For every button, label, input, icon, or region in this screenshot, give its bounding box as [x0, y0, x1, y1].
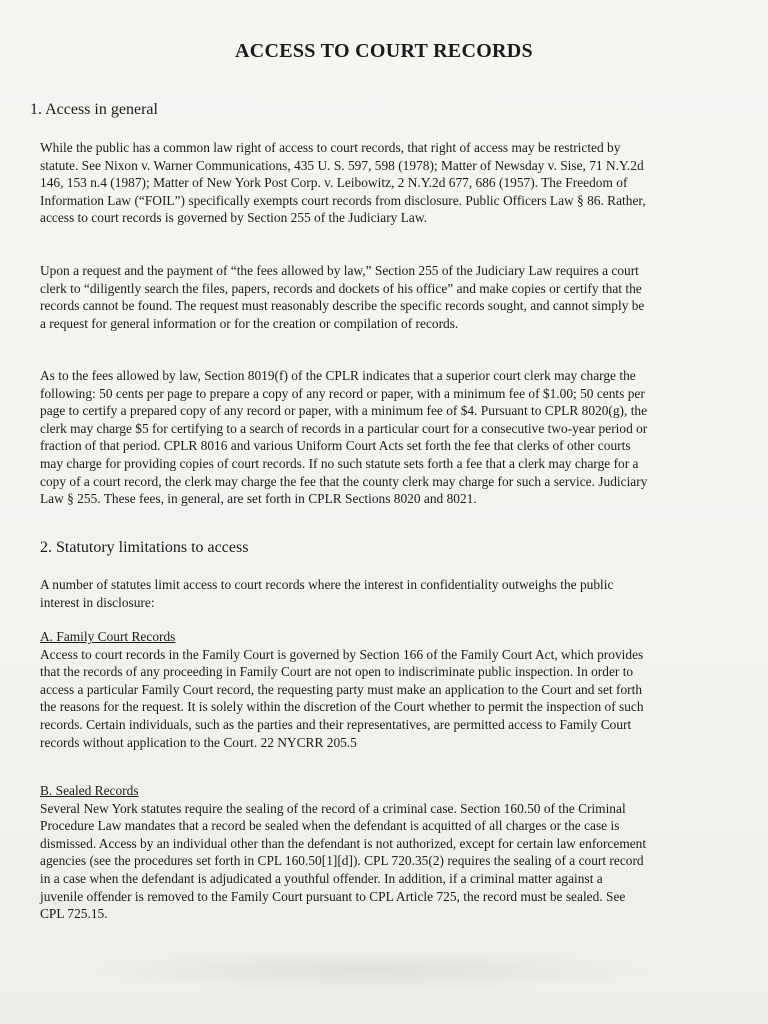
section-1-paragraph-2: Upon a request and the payment of “the fees allowed by law,” Section 255 of the Judiciary Law requires a court clerk to “diligently search the files, papers, records and dockets of his office” and make copies or certify that the records cannot be found. The request must reasonably describe the specific records sought, and cannot simply be a request for general information or for the creation or compilation of records. [40, 263, 645, 331]
family-court-records-block [40, 628, 648, 751]
sealed-records-block [40, 782, 648, 923]
section-2-heading: 2. Statutory limitations to access [40, 539, 249, 556]
section-1-paragraph-3: As to the fees allowed by law, Section 8019(f) of the CPLR indicates that a superior court clerk may charge the following: 50 cents per page to prepare a copy of any record or paper, with a minimum fee of $1.00; 50 cents per page to certify a prepared copy of any record or paper, with a minimum fee of $4. Pursuant to CPLR 8020(g), the clerk may charge $5 for certifying to a search of records in a particular court for a consecutive two-year period or fraction of that period. CPLR 8016 and various Uniform Court Acts set forth the fee that clerks of other courts may charge for providing copies of court records. If no such statute sets forth a fee that a clerk may charge for a copy of a court record, the clerk may charge the fee that the county clerk may charge for such a service. Judiciary Law § 255. These fees, in general, are set forth in CPLR Sections 8020 and 8021. [40, 368, 648, 507]
family-court-records-body: Access to court records in the Family Court is governed by Section 166 of the Family Court Act, which provides that the records of any proceeding in Family Court are not open to indiscriminate public inspection. In order to access a particular Family Court record, the requesting party must make an application to the Court and set forth the reasons for the request. It is solely within the discretion of the Court whether to permit the inspection of such records. Certain individuals, such as the parties and their representatives, are permitted access to Family Court records without application to the Court. 22 NYCRR 205.5 [40, 646, 644, 750]
sealed-records-body: Several New York statutes require the sealing of the record of a criminal case. Section 160.50 of the Criminal Procedure Law mandates that a record be sealed when the defendant is acquitted of all charges or the case is dismissed. Access by an individual other than the defendant is not authorized, except for certain law enforcement agencies (see the procedures set forth in CPL 160.50[1][d]). CPL 720.35(2) requires the sealing of a court record in a case when the defendant is adjudicated a youthful offender. In addition, if a criminal matter against a juvenile offender is removed to the Family Court pursuant to CPL Article 725, the record must be sealed. See CPL 725.15. [40, 800, 647, 922]
scan-smudge [80, 950, 660, 990]
sealed-records-heading: B. Sealed Records [40, 783, 139, 798]
family-court-records-heading: A. Family Court Records [40, 629, 176, 644]
document-title: ACCESS TO COURT RECORDS [235, 40, 533, 62]
section-1-paragraph-1: While the public has a common law right of access to court records, that right of access may be restricted by statute. See Nixon v. Warner Communications, 435 U. S. 597, 598 (1978); Matter of Newsday v. Sise, 71 N.Y.2d 146, 153 n.4 (1987); Matter of New York Post Corp. v. Leibowitz, 2 N.Y.2d 677, 686 (1957). The Freedom of Information Law (“FOIL”) specifically exempts court records from disclosure. Public Officers Law § 86. Rather, access to court records is governed by Section 255 of the Judiciary Law. [40, 140, 646, 226]
section-2-intro: A number of statutes limit access to court records where the interest in confidentiality outweighs the public interest in disclosure: [40, 577, 614, 610]
section-1-heading: 1. Access in general [30, 101, 158, 118]
